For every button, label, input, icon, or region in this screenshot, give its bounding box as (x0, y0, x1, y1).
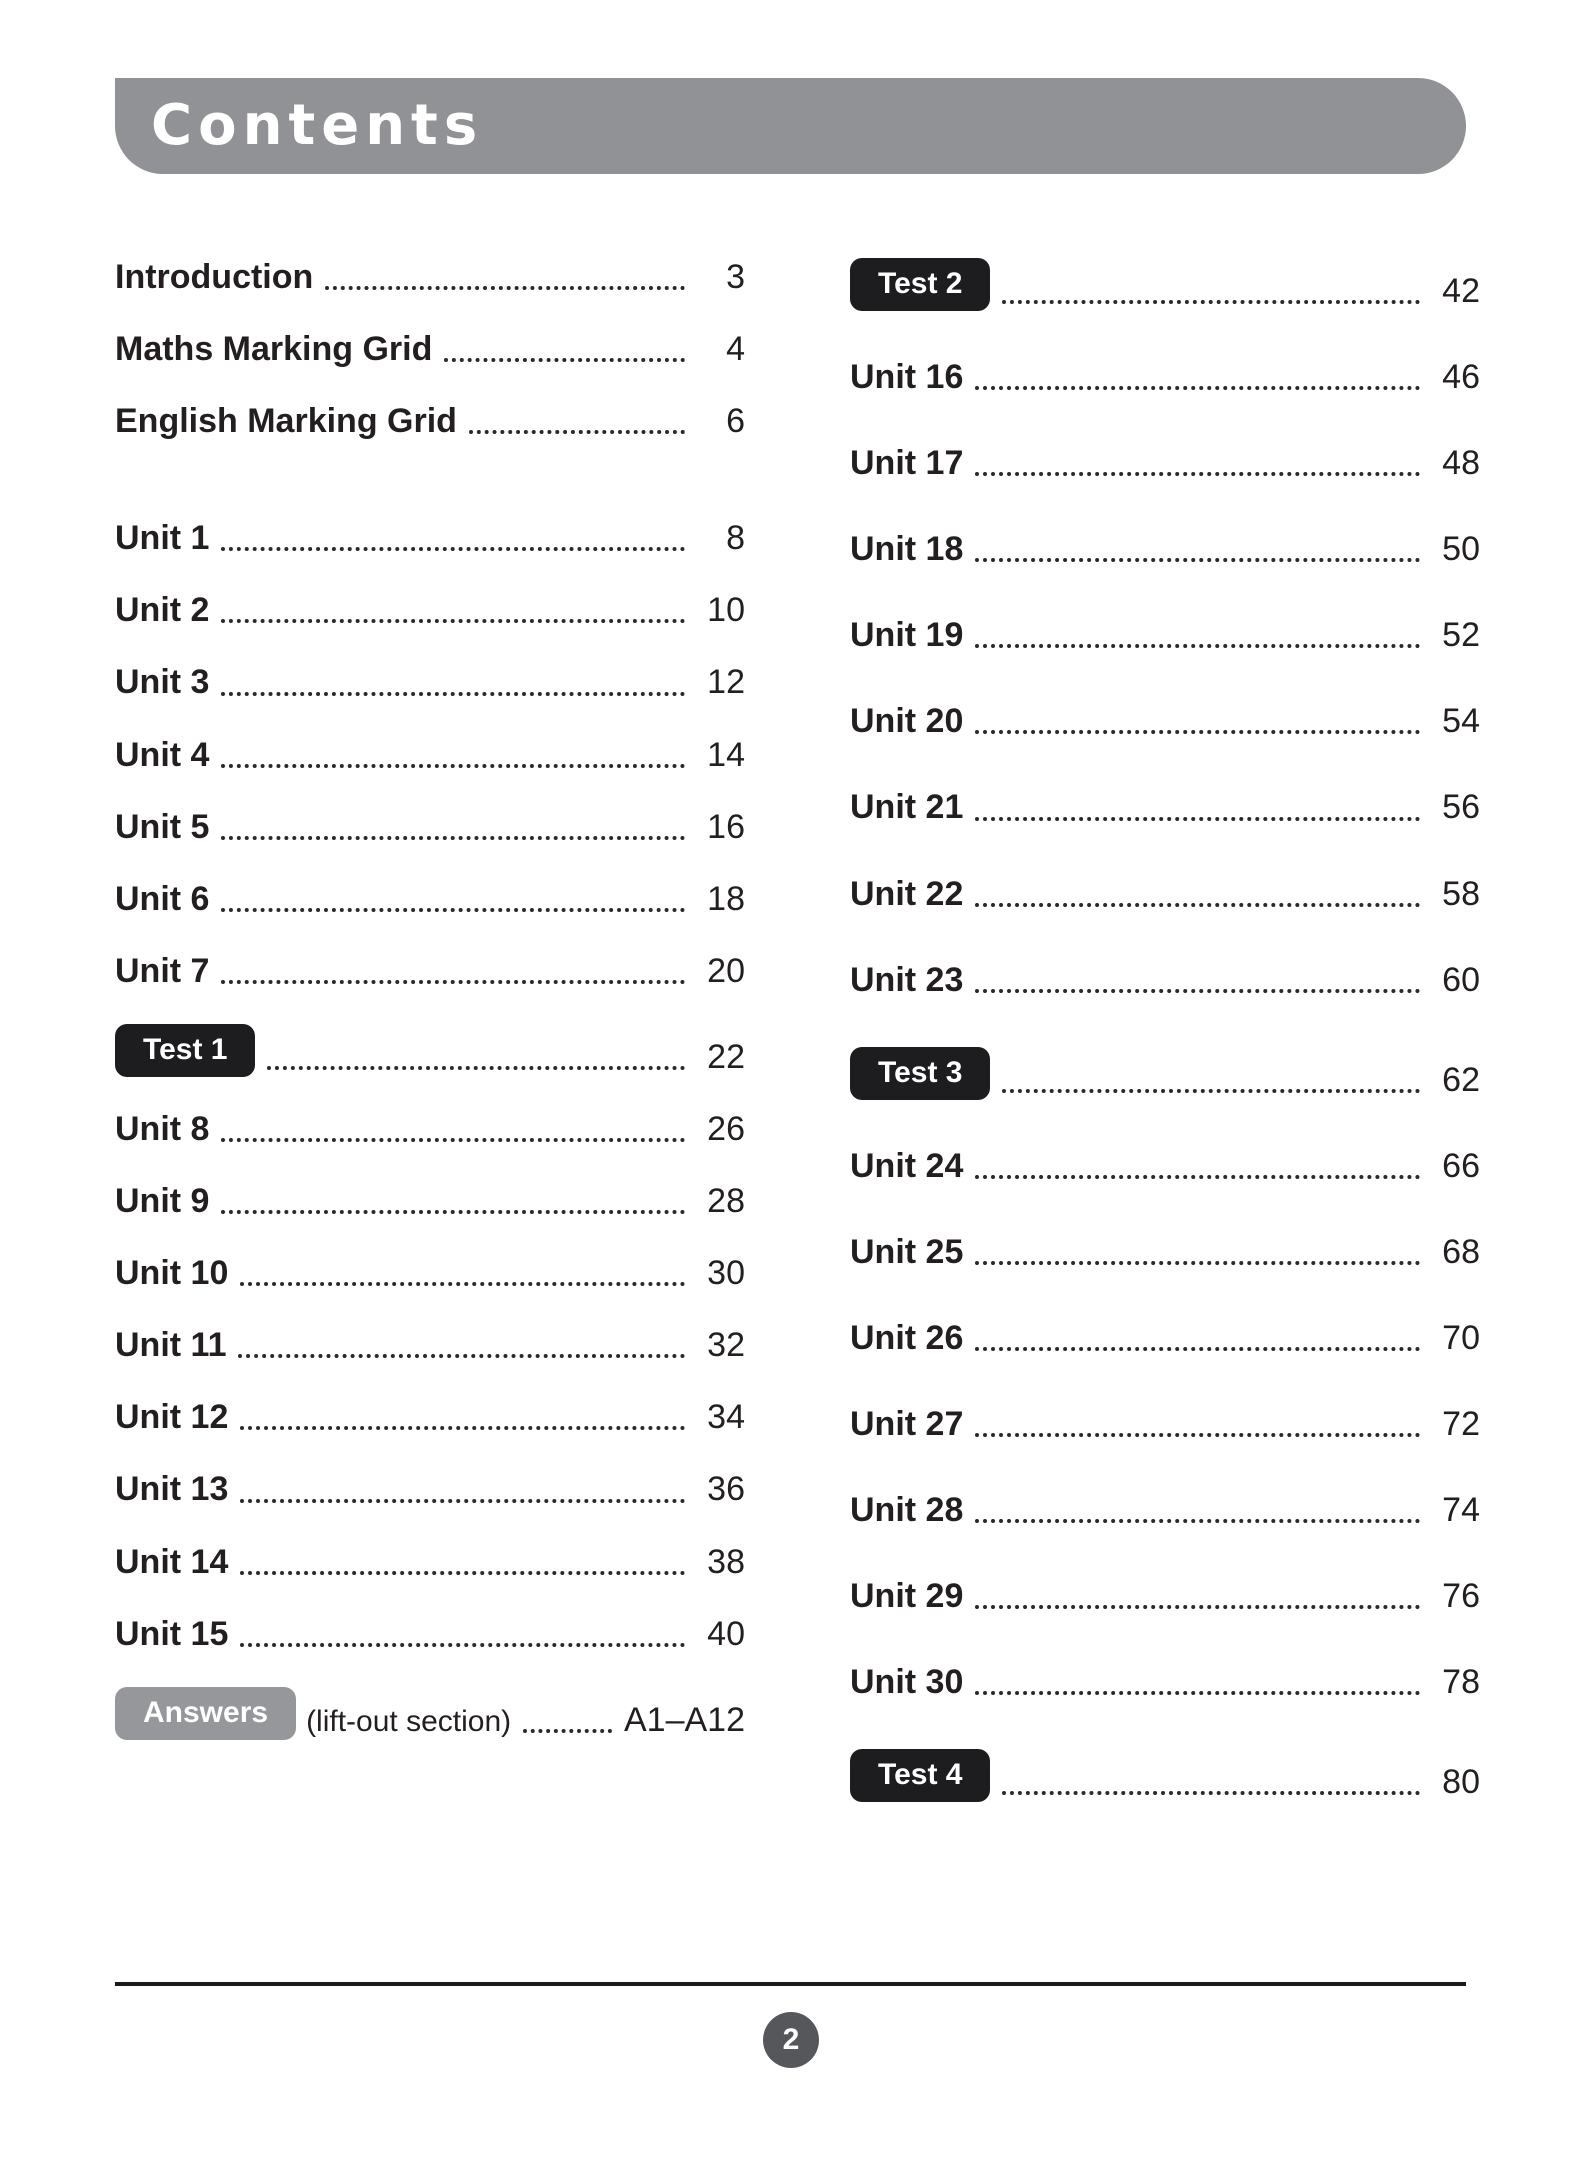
toc-row (850, 616, 1480, 655)
page-title: Contents (151, 93, 484, 158)
toc-entry-label: Unit 21 (850, 788, 964, 827)
toc-page-number: 22 (707, 1037, 745, 1076)
toc-row (115, 808, 745, 847)
dotted-leader (221, 764, 685, 768)
dotted-leader (221, 836, 685, 840)
dotted-leader (975, 386, 1420, 390)
toc-page-number: 50 (1442, 530, 1480, 569)
toc-row (850, 1147, 1480, 1186)
toc-row (115, 1398, 745, 1437)
answers-badge: Answers (115, 1687, 296, 1740)
toc-page-number: 26 (707, 1109, 745, 1148)
toc-row (115, 1110, 745, 1149)
dotted-leader (221, 980, 685, 984)
toc-column-right (850, 258, 1480, 1849)
dotted-leader (444, 358, 685, 362)
toc-row (115, 1615, 745, 1654)
toc-page-number: 66 (1442, 1146, 1480, 1185)
toc-page-number: 48 (1442, 444, 1480, 483)
toc-page-number: 80 (1442, 1763, 1480, 1802)
toc-page-number: 56 (1442, 788, 1480, 827)
dotted-leader (221, 692, 685, 696)
toc-row (850, 1663, 1480, 1702)
toc-page-number: 34 (707, 1398, 745, 1437)
toc-entry-label: Unit 3 (115, 663, 210, 702)
page-number-badge: 2 (763, 2012, 819, 2068)
toc-page-number: 36 (707, 1470, 745, 1509)
toc-entry-label: Unit 23 (850, 960, 964, 999)
toc-row (850, 258, 1480, 311)
toc-page-number: 70 (1442, 1318, 1480, 1357)
toc-row (115, 402, 745, 441)
dotted-leader (975, 989, 1420, 993)
toc-row (850, 1047, 1480, 1100)
toc-row (850, 788, 1480, 827)
toc-page-number: 68 (1442, 1232, 1480, 1271)
toc-row (115, 736, 745, 775)
toc-page-number: 16 (707, 807, 745, 846)
toc-page-number: 54 (1442, 702, 1480, 741)
dotted-leader (1002, 1791, 1420, 1795)
toc-row (115, 1024, 745, 1077)
toc-page-number: 32 (707, 1326, 745, 1365)
toc-page-number: A1–A12 (624, 1700, 745, 1739)
dotted-leader (523, 1729, 612, 1733)
toc-page-number: 42 (1442, 271, 1480, 310)
toc-entry-label: Unit 13 (115, 1470, 229, 1509)
toc-page-number: 30 (707, 1254, 745, 1293)
dotted-leader (240, 1643, 685, 1647)
toc-row (115, 1687, 745, 1740)
toc-row (850, 444, 1480, 483)
toc-entry-label: Unit 19 (850, 616, 964, 655)
toc-row (850, 530, 1480, 569)
dotted-leader (221, 1138, 685, 1142)
dotted-leader (975, 1433, 1420, 1437)
test-badge: Test 2 (850, 258, 990, 311)
dotted-leader (267, 1066, 685, 1070)
toc-row (850, 1577, 1480, 1616)
dotted-leader (975, 1691, 1420, 1695)
toc-page-number: 74 (1442, 1491, 1480, 1530)
toc-entry-label: Unit 24 (850, 1146, 964, 1185)
toc-page-number: 3 (726, 258, 745, 296)
toc-page-number: 18 (707, 879, 745, 918)
dotted-leader (975, 1261, 1420, 1265)
dotted-leader (240, 1282, 685, 1286)
toc-row (850, 702, 1480, 741)
toc (115, 258, 1480, 1849)
toc-page-number: 40 (707, 1614, 745, 1653)
dotted-leader (975, 817, 1420, 821)
toc-column-left (115, 258, 745, 1849)
toc-entry-label: Unit 29 (850, 1577, 964, 1616)
toc-row (115, 663, 745, 702)
test-badge: Test 4 (850, 1749, 990, 1802)
toc-row (115, 330, 745, 369)
dotted-leader (240, 1571, 685, 1575)
toc-row (115, 1254, 745, 1293)
dotted-leader (975, 644, 1420, 648)
toc-page-number: 38 (707, 1542, 745, 1581)
toc-entry-label: Unit 10 (115, 1254, 229, 1293)
toc-entry-label: English Marking Grid (115, 402, 457, 441)
toc-page-number: 72 (1442, 1405, 1480, 1444)
toc-entry-label: Unit 6 (115, 879, 210, 918)
toc-entry-label: Unit 20 (850, 702, 964, 741)
dotted-leader (240, 1499, 685, 1503)
toc-page-number: 8 (726, 519, 745, 558)
toc-entry-label: Unit 5 (115, 807, 210, 846)
toc-row (115, 1182, 745, 1221)
toc-entry-label: Unit 4 (115, 735, 210, 774)
toc-entry-label: Unit 18 (850, 530, 964, 569)
contents-banner (115, 78, 1466, 174)
toc-entry-label: Unit 15 (115, 1614, 229, 1653)
toc-row (850, 1491, 1480, 1530)
toc-row (115, 1543, 745, 1582)
dotted-leader (221, 908, 685, 912)
toc-entry-label: Unit 8 (115, 1109, 210, 1148)
toc-entry-label: Introduction (115, 258, 314, 296)
dotted-leader (975, 1605, 1420, 1609)
toc-entry-label: Unit 12 (115, 1398, 229, 1437)
toc-row (850, 1749, 1480, 1802)
toc-page-number: 62 (1442, 1060, 1480, 1099)
footer-rule (115, 1982, 1466, 1986)
dotted-leader (1002, 300, 1420, 304)
dotted-leader (469, 430, 685, 434)
toc-page-number: 52 (1442, 616, 1480, 655)
toc-page-number: 14 (707, 735, 745, 774)
toc-entry-label: Unit 17 (850, 444, 964, 483)
toc-entry-label: Unit 27 (850, 1405, 964, 1444)
dotted-leader (238, 1354, 685, 1358)
toc-entry-label: Unit 1 (115, 519, 210, 558)
toc-page-number: 20 (707, 951, 745, 990)
toc-row (115, 1470, 745, 1509)
toc-page-number: 46 (1442, 358, 1480, 396)
test-badge: Test 3 (850, 1047, 990, 1100)
dotted-leader (221, 547, 685, 551)
toc-page-number: 60 (1442, 960, 1480, 999)
toc-page-number: 6 (726, 402, 745, 441)
toc-row (115, 880, 745, 919)
toc-entry-label: Unit 9 (115, 1182, 210, 1221)
toc-entry-label: Maths Marking Grid (115, 330, 433, 369)
dotted-leader (1002, 1089, 1420, 1093)
toc-entry-label: Unit 2 (115, 591, 210, 630)
dotted-leader (325, 286, 685, 290)
toc-entry-label: Unit 16 (850, 358, 964, 396)
toc-page-number: 76 (1442, 1577, 1480, 1616)
dotted-leader (975, 1175, 1420, 1179)
dotted-leader (221, 619, 685, 623)
toc-row (850, 961, 1480, 1000)
dotted-leader (240, 1426, 685, 1430)
dotted-leader (975, 903, 1420, 907)
dotted-leader (975, 730, 1420, 734)
toc-row (850, 1319, 1480, 1358)
toc-page-number: 28 (707, 1182, 745, 1221)
toc-entry-label: Unit 30 (850, 1663, 964, 1702)
toc-row (115, 591, 745, 630)
dotted-leader (975, 1519, 1420, 1523)
toc-page-number: 12 (707, 663, 745, 702)
toc-entry-suffix: (lift-out section) (306, 1705, 512, 1739)
toc-page-number: 10 (707, 591, 745, 630)
toc-row (850, 875, 1480, 914)
toc-entry-label: Unit 25 (850, 1232, 964, 1271)
toc-row (115, 1326, 745, 1365)
dotted-leader (221, 1210, 685, 1214)
toc-row (115, 519, 745, 558)
toc-entry-label: Unit 22 (850, 874, 964, 913)
dotted-leader (975, 472, 1420, 476)
toc-entry-label: Unit 11 (115, 1326, 227, 1365)
toc-entry-label: Unit 28 (850, 1491, 964, 1530)
toc-page-number: 4 (726, 330, 745, 369)
toc-entry-label: Unit 14 (115, 1542, 229, 1581)
toc-row (850, 358, 1480, 397)
toc-page-number: 58 (1442, 874, 1480, 913)
test-badge: Test 1 (115, 1024, 255, 1077)
toc-row (115, 258, 745, 297)
dotted-leader (975, 558, 1420, 562)
dotted-leader (975, 1347, 1420, 1351)
toc-entry-label: Unit 7 (115, 951, 210, 990)
toc-entry-label: Unit 26 (850, 1318, 964, 1357)
toc-row (850, 1233, 1480, 1272)
toc-row (850, 1405, 1480, 1444)
toc-row (115, 952, 745, 991)
toc-page-number: 78 (1442, 1663, 1480, 1702)
